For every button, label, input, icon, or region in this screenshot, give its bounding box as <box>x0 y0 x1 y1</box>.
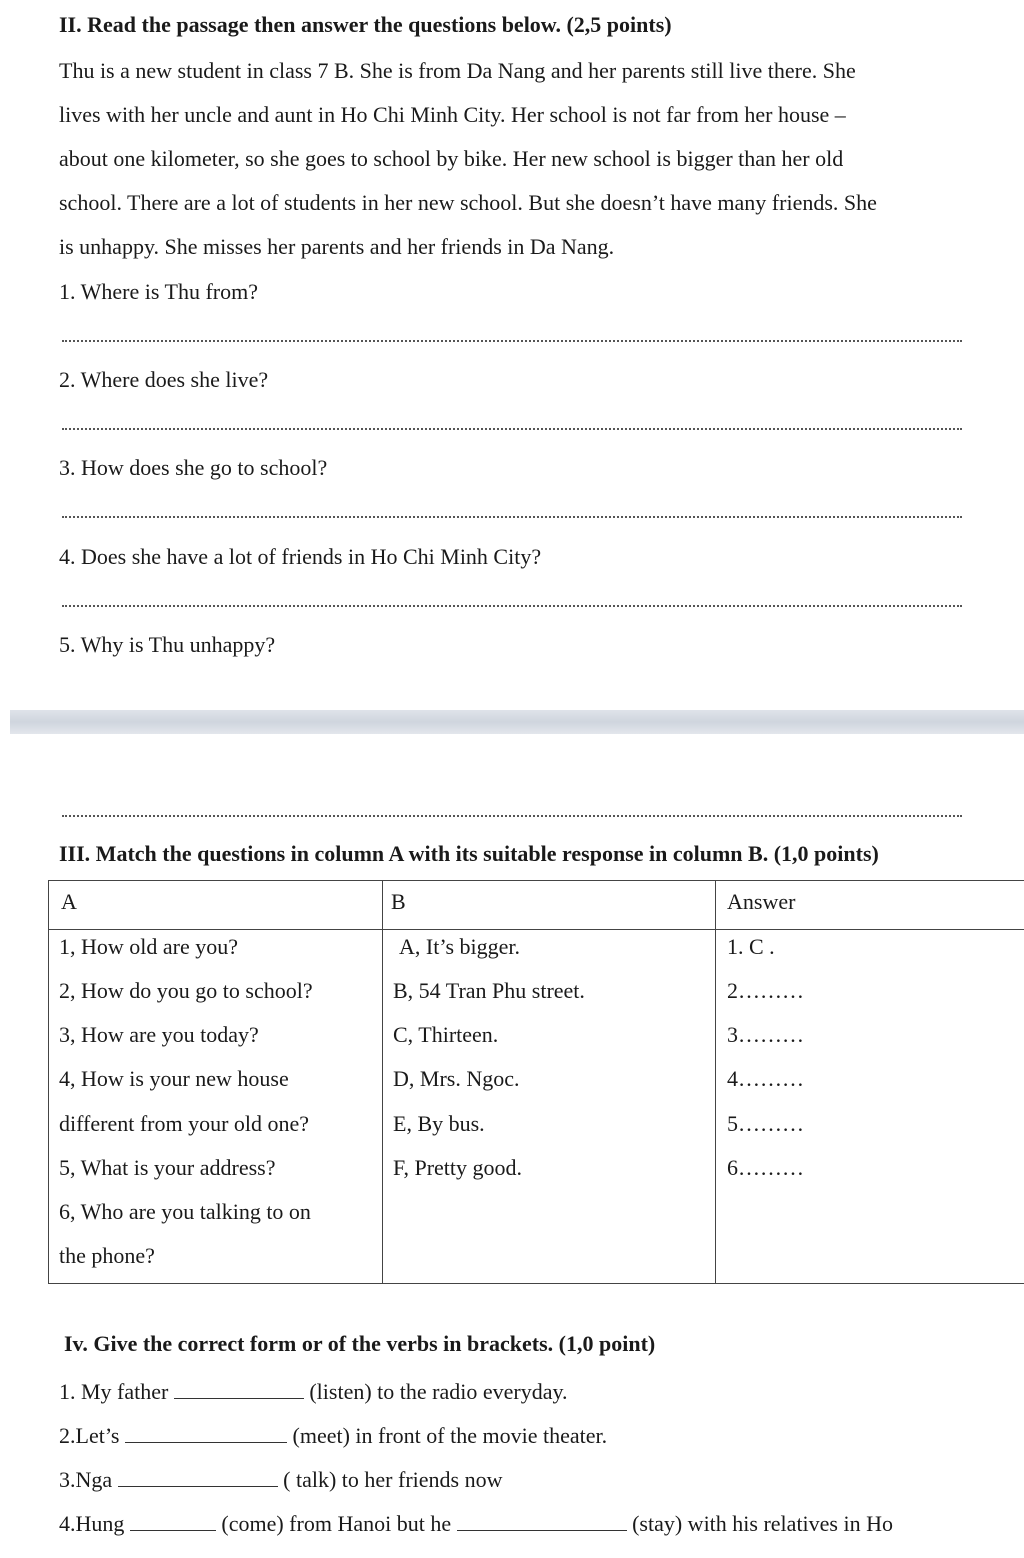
column-divider <box>382 881 383 1283</box>
col-a-item: 3, How are you today? <box>59 1022 259 1047</box>
question-4: 4. Does she have a lot of friends in Ho Chi Minh City? <box>59 544 542 569</box>
answer-line-1[interactable] <box>62 340 962 342</box>
verb-item-2 <box>59 1420 607 1449</box>
answer-line-4[interactable] <box>62 605 962 607</box>
header-a: A <box>61 889 77 914</box>
col-b-item: D, Mrs. Ngoc. <box>393 1066 520 1091</box>
verb-item-1 <box>59 1376 568 1405</box>
verb-blank[interactable] <box>174 1376 304 1399</box>
verb-item-prefix: 4.Hung <box>59 1511 130 1536</box>
verb-blank[interactable] <box>457 1508 627 1531</box>
question-5: 5. Why is Thu unhappy? <box>59 632 276 657</box>
col-a-item: 5, What is your address? <box>59 1155 276 1180</box>
question-2: 2. Where does she live? <box>59 367 269 392</box>
answer-cell[interactable]: 2……… <box>727 978 804 1003</box>
verb-item-prefix: 2.Let’s <box>59 1423 125 1448</box>
header-b: B <box>391 889 406 914</box>
verb-item-4 <box>59 1508 893 1537</box>
answer-cell[interactable]: 6……… <box>727 1155 804 1180</box>
answer-line-3[interactable] <box>62 516 962 518</box>
section-2-title: II. Read the passage then answer the questions below. (2,5 points) <box>59 12 672 37</box>
verb-blank[interactable] <box>118 1464 278 1487</box>
verb-item-text: (come) from Hanoi but he <box>215 1511 457 1536</box>
answer-line-2[interactable] <box>62 428 962 430</box>
verb-item-text: (stay) with his relatives in Ho <box>626 1511 893 1536</box>
passage-line: is unhappy. She misses her parents and her friends in Da Nang. <box>59 234 615 259</box>
header-divider <box>49 929 1024 930</box>
column-divider <box>715 881 716 1283</box>
section-4-title: Iv. Give the correct form or of the verbs in brackets. (1,0 point) <box>64 1331 656 1356</box>
col-b-item: E, By bus. <box>393 1111 485 1136</box>
col-b-item: C, Thirteen. <box>393 1022 499 1047</box>
passage-line: school. There are a lot of students in her new school. But she doesn’t have many friends. She <box>59 190 877 215</box>
col-a-item: 2, How do you go to school? <box>59 978 313 1003</box>
section-3-title: III. Match the questions in column A with its suitable response in column B. (1,0 points) <box>59 841 879 866</box>
passage-line: lives with her uncle and aunt in Ho Chi Minh City. Her school is not far from her house – <box>59 102 846 127</box>
verb-item-text: (meet) in front of the movie theater. <box>287 1423 608 1448</box>
col-a-item: 4, How is your new house <box>59 1066 289 1091</box>
passage-line: Thu is a new student in class 7 B. She is from Da Nang and her parents still live there. She <box>59 58 856 83</box>
matching-table <box>48 880 1024 1284</box>
answer-line-5[interactable] <box>62 815 962 817</box>
verb-item-prefix: 3.Nga <box>59 1467 118 1492</box>
col-a-item: different from your old one? <box>59 1111 310 1136</box>
passage-line: about one kilometer, so she goes to school by bike. Her new school is bigger than her old <box>59 146 844 171</box>
col-b-item: B, 54 Tran Phu street. <box>393 978 585 1003</box>
question-1: 1. Where is Thu from? <box>59 279 258 304</box>
answer-cell[interactable]: 3……… <box>727 1022 804 1047</box>
verb-item-text: (listen) to the radio everyday. <box>303 1379 568 1404</box>
answer-cell[interactable]: 1. C . <box>727 934 775 959</box>
col-a-item: 1, How old are you? <box>59 934 239 959</box>
col-a-item: 6, Who are you talking to on <box>59 1199 311 1224</box>
col-a-item: the phone? <box>59 1243 155 1268</box>
answer-cell[interactable]: 5……… <box>727 1111 804 1136</box>
verb-item-3 <box>59 1464 502 1493</box>
verb-blank[interactable] <box>130 1508 216 1531</box>
verb-item-prefix: 1. My father <box>59 1379 174 1404</box>
header-answer: Answer <box>727 889 796 914</box>
col-b-item: F, Pretty good. <box>393 1155 523 1180</box>
answer-cell[interactable]: 4……… <box>727 1066 804 1091</box>
page-separator <box>10 710 1024 734</box>
verb-blank[interactable] <box>125 1420 287 1443</box>
col-b-item: A, It’s bigger. <box>399 934 520 959</box>
verb-item-text: ( talk) to her friends now <box>277 1467 503 1492</box>
question-3: 3. How does she go to school? <box>59 455 328 480</box>
